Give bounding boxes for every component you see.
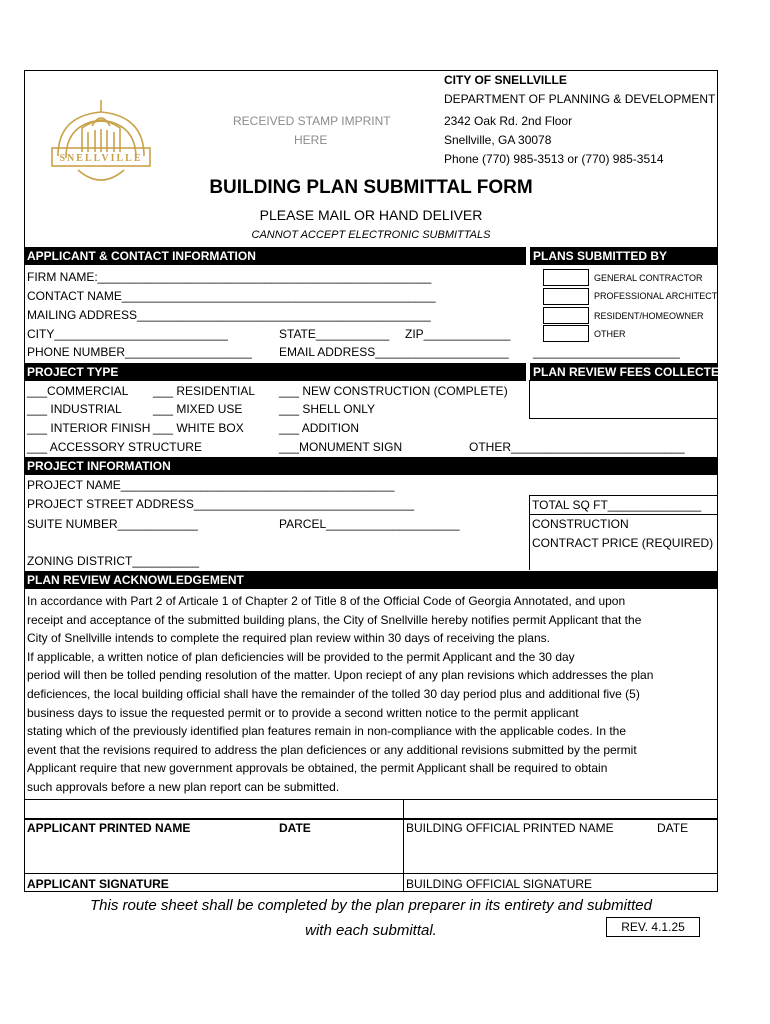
fees-box[interactable]	[529, 380, 718, 419]
zip-field[interactable]: ZIP_____________	[405, 327, 511, 341]
acknowledgement-line: In accordance with Part 2 of Articale 1 of Chapter 2 of Title 8 of the Official Code of Georgia Annotated, and upon	[27, 594, 626, 608]
type-addition[interactable]: ___ ADDITION	[279, 421, 360, 435]
state-field[interactable]: STATE___________	[279, 327, 390, 341]
dept-city: CITY OF SNELLVILLE	[444, 73, 567, 87]
project-type-header: PROJECT TYPE	[24, 363, 526, 381]
zoning-district-field[interactable]: ZONING DISTRICT__________	[27, 554, 200, 568]
type-new-construction[interactable]: ___ NEW CONSTRUCTION (COMPLETE)	[279, 384, 508, 398]
option-general-contractor: GENERAL CONTRACTOR	[594, 273, 703, 283]
type-mixed-use[interactable]: ___ MIXED USE	[153, 402, 243, 416]
option-professional-architect: PROFESSIONAL ARCHITECT	[594, 291, 718, 301]
sig-top-line	[24, 799, 718, 800]
type-shell-only[interactable]: ___ SHELL ONLY	[279, 402, 376, 416]
acknowledgement-line: Applicant require that new government approvals be obtained, the permit Applicant shall be required to obtain	[27, 761, 608, 776]
option-resident-homeowner: RESIDENT/HOMEOWNER	[594, 311, 704, 321]
applicant-printed-name-label[interactable]: APPLICANT PRINTED NAME	[27, 821, 191, 835]
city-field[interactable]: CITY__________________________	[27, 327, 228, 341]
acknowledgement-line: If applicable, a written notice of plan deficiencies will be provided to the permit Applicant and the 30 day	[27, 649, 575, 664]
acknowledgement-line: period will then be tolled pending resolution of the matter. Upon reciept of any plan revisions which addresses the plan	[27, 668, 654, 683]
type-other-field[interactable]: OTHER__________________________	[469, 440, 685, 454]
firm-name-field[interactable]: FIRM NAME:__________________________________________________	[27, 270, 432, 284]
acknowledgement-line: event that the revisions required to address the plan deficiences or any additional revisions submitted by the permit	[27, 742, 637, 757]
sig-center-divider	[403, 799, 404, 892]
checkbox-general-contractor[interactable]	[543, 269, 589, 286]
sig-mid-line	[24, 818, 718, 820]
acknowledgement-line: receipt and acceptance of the submitted building plans, the City of Snellville hereby notifies permit Applicant that the	[27, 612, 642, 627]
plans-by-other-field[interactable]: ______________________	[533, 345, 680, 359]
plans-by-header: PLANS SUBMITTED BY	[530, 247, 718, 265]
dept-address1: 2342 Oak Rd. 2nd Floor	[444, 114, 573, 128]
dept-address2: Snellville, GA 30078	[444, 133, 552, 147]
construction-label: CONSTRUCTION	[532, 517, 629, 531]
type-accessory-structure[interactable]: ___ ACCESSORY STRUCTURE	[27, 440, 202, 454]
footer-line2: with each submittal.	[305, 922, 437, 939]
contract-price-divider	[529, 515, 530, 570]
official-printed-name-label[interactable]: BUILDING OFFICIAL PRINTED NAME	[406, 821, 614, 835]
project-street-field[interactable]: PROJECT STREET ADDRESS_________________________________	[27, 497, 415, 511]
type-industrial[interactable]: ___ INDUSTRIAL	[27, 402, 122, 416]
type-monument-sign[interactable]: ___MONUMENT SIGN	[279, 440, 403, 454]
fees-header: PLAN REVIEW FEES COLLECTED	[530, 363, 718, 381]
email-address-field[interactable]: EMAIL ADDRESS____________________	[279, 345, 509, 359]
revision-label: REV. 4.1.25	[621, 920, 685, 934]
suite-number-field[interactable]: SUITE NUMBER____________	[27, 517, 198, 531]
project-info-header: PROJECT INFORMATION	[24, 457, 718, 475]
official-signature-label[interactable]: BUILDING OFFICIAL SIGNATURE	[406, 877, 593, 891]
sig-bottom-line	[24, 873, 718, 874]
mailing-address-field[interactable]: MAILING ADDRESS____________________________________________	[27, 308, 431, 322]
type-interior-finish[interactable]: ___ INTERIOR FINISH	[27, 421, 151, 435]
date1-label[interactable]: DATE	[279, 821, 311, 835]
contract-price-label: CONTRACT PRICE (REQUIRED)	[532, 536, 714, 550]
footer-line1: This route sheet shall be completed by the plan preparer in its entirety and submitted	[90, 897, 652, 914]
type-white-box[interactable]: ___ WHITE BOX	[153, 421, 244, 435]
dept-name: DEPARTMENT OF PLANNING & DEVELOPMENT	[444, 92, 716, 106]
phone-number-field[interactable]: PHONE NUMBER___________________	[27, 345, 252, 359]
acknowledgement-header: PLAN REVIEW ACKNOWLEDGEMENT	[24, 571, 718, 589]
parcel-field[interactable]: PARCEL____________________	[279, 517, 460, 531]
stamp-line2: HERE	[294, 133, 328, 147]
acknowledgement-line: such approvals before a new plan report can be submitted.	[27, 780, 340, 794]
contact-name-field[interactable]: CONTACT NAME_______________________________________________	[27, 289, 436, 303]
acknowledgement-line: stating which of the previously identified plan features remain in non-compliance with the applicable codes. In the	[27, 724, 627, 739]
type-residential[interactable]: ___ RESIDENTIAL	[153, 384, 256, 398]
option-other: OTHER	[594, 329, 626, 339]
acknowledgement-line: City of Snellville intends to complete the required plan review within 30 days of receiving the plans.	[27, 631, 550, 646]
total-sqft-field: TOTAL SQ FT______________	[532, 498, 702, 512]
checkbox-resident-homeowner[interactable]	[543, 307, 589, 324]
stamp-line1: RECEIVED STAMP IMPRINT	[233, 114, 391, 128]
acknowledgement-line: deficiences, the local building official shall have the remainder of the tolled 30 day period plus and additional five (5)	[27, 687, 640, 701]
form-note: CANNOT ACCEPT ELECTRONIC SUBMITTALS	[251, 229, 491, 241]
applicant-signature-label[interactable]: APPLICANT SIGNATURE	[27, 877, 169, 891]
acknowledgement-line: business days to issue the requested permit or to provide a second written notice to the permit applicant	[27, 705, 579, 720]
type-commercial[interactable]: ___COMMERCIAL	[27, 384, 129, 398]
form-title: BUILDING PLAN SUBMITTAL FORM	[209, 177, 533, 198]
applicant-header: APPLICANT & CONTACT INFORMATION	[24, 247, 526, 265]
project-name-field[interactable]: PROJECT NAME_________________________________________	[27, 478, 395, 492]
logo-text: SNELLVILLE	[59, 153, 143, 164]
checkbox-professional-architect[interactable]	[543, 288, 589, 305]
revision-box	[606, 917, 700, 937]
checkbox-other[interactable]	[543, 325, 589, 342]
dept-phone: Phone (770) 985-3513 or (770) 985-3514	[444, 152, 664, 166]
form-subtitle: PLEASE MAIL OR HAND DELIVER	[259, 207, 483, 223]
date2-label[interactable]: DATE	[657, 821, 689, 835]
